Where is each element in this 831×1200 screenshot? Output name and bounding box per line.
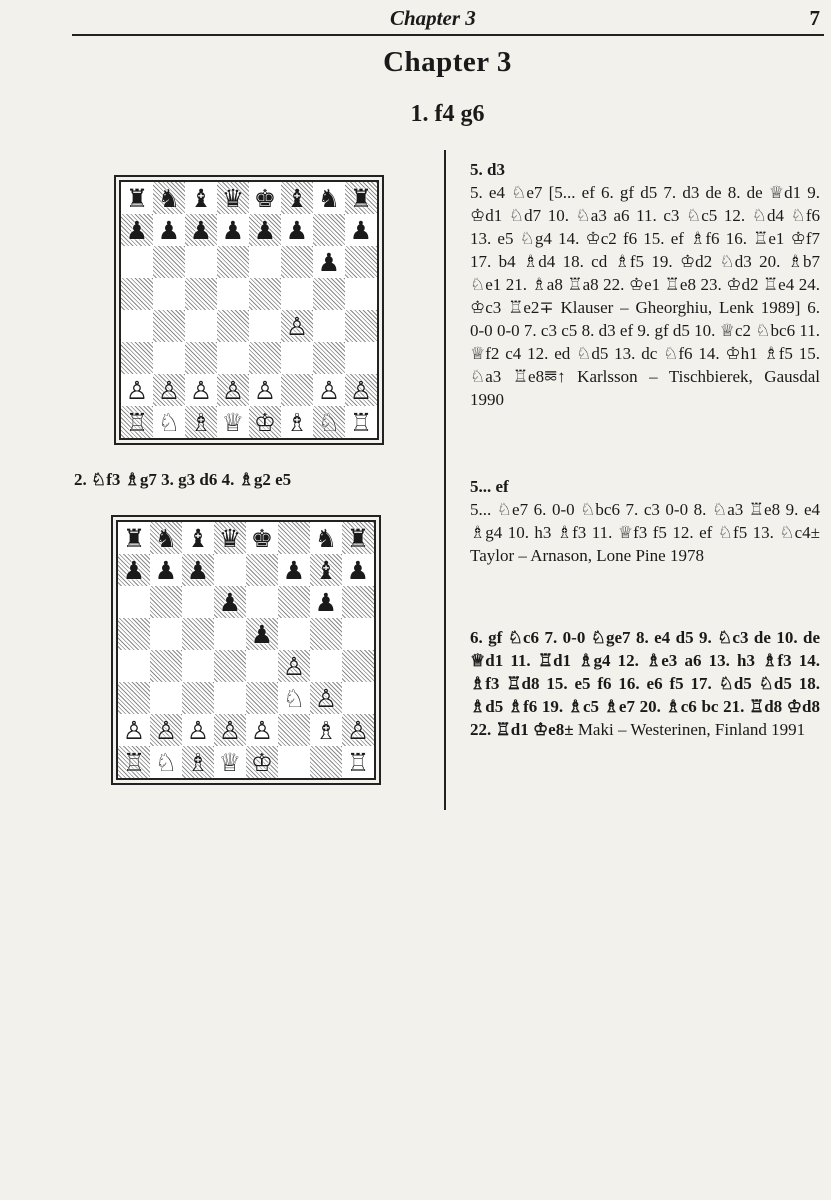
board-square xyxy=(150,650,182,682)
chess-piece: ♙ xyxy=(282,651,306,681)
board-square xyxy=(214,522,246,554)
chess-piece: ♟ xyxy=(314,587,338,617)
chess-piece: ♟ xyxy=(285,215,309,245)
board-square xyxy=(217,246,249,278)
opening-title: 1. f4 g6 xyxy=(410,101,485,127)
board-square xyxy=(310,714,342,746)
chess-piece: ♜ xyxy=(346,523,370,553)
board-square xyxy=(345,214,377,246)
board-square xyxy=(345,278,377,310)
chess-piece: ♗ xyxy=(186,747,210,777)
board-square xyxy=(118,682,150,714)
chapter-title: Chapter 3 xyxy=(383,46,512,78)
chess-piece: ♟ xyxy=(346,555,370,585)
board-square xyxy=(118,714,150,746)
board-square xyxy=(249,406,281,438)
board-square xyxy=(185,214,217,246)
board-square xyxy=(246,618,278,650)
board-square xyxy=(150,586,182,618)
board-square xyxy=(342,650,374,682)
chess-piece: ♟ xyxy=(157,215,181,245)
board-square xyxy=(153,246,185,278)
chess-piece: ♛ xyxy=(218,523,242,553)
chess-piece: ♟ xyxy=(253,215,277,245)
board-square xyxy=(182,618,214,650)
board-square xyxy=(313,246,345,278)
chess-piece: ♙ xyxy=(349,375,373,405)
running-head-rule xyxy=(72,34,824,36)
chess-piece: ♗ xyxy=(285,407,309,437)
board-square xyxy=(150,554,182,586)
board-square xyxy=(182,586,214,618)
board-square xyxy=(249,214,281,246)
chess-piece: ♙ xyxy=(285,311,309,341)
board-square xyxy=(185,182,217,214)
chess-piece: ♔ xyxy=(250,747,274,777)
board-square xyxy=(345,310,377,342)
board-square xyxy=(246,586,278,618)
board-square xyxy=(153,374,185,406)
chess-piece: ♟ xyxy=(218,587,242,617)
chess-piece: ♝ xyxy=(189,183,213,213)
left-column-moves: 2. ♘f3 ♗g7 3. g3 d6 4. ♗g2 e5 xyxy=(74,470,292,489)
chess-piece: ♟ xyxy=(186,555,210,585)
board-square xyxy=(214,746,246,778)
chess-piece: ♙ xyxy=(346,715,370,745)
board-square xyxy=(345,342,377,374)
board-square xyxy=(313,310,345,342)
board-square xyxy=(345,406,377,438)
board-square xyxy=(121,182,153,214)
board-square xyxy=(249,278,281,310)
board-square xyxy=(118,586,150,618)
board-square xyxy=(118,522,150,554)
board-square xyxy=(150,746,182,778)
board-square xyxy=(217,374,249,406)
chess-piece: ♙ xyxy=(122,715,146,745)
board-square xyxy=(217,406,249,438)
board-square xyxy=(246,650,278,682)
chess-piece: ♙ xyxy=(157,375,181,405)
chess-piece: ♙ xyxy=(154,715,178,745)
board-square xyxy=(249,246,281,278)
block-3-moves: 6. gf ♘c6 7. 0-0 ♘ge7 8. e4 d5 9. ♘c3 de 10. de ♕d1 11. ♖d1 ♗g4 12. ♗e3 a6 13. h3 ♗f3 14. ♗f3 ♖d8 15. e5 f6 16. e6 f5 17. ♘d5 ♘d5 18. ♗d5 ♗f6 19. ♗c5 ♗e7 20. ♗c6 bc 21. ♖d8 ♔d8 22. ♖d1 ♔e8± xyxy=(470,628,820,739)
chess-piece: ♟ xyxy=(122,555,146,585)
board-square xyxy=(310,650,342,682)
chess-diagram-1 xyxy=(119,180,379,440)
chess-piece: ♟ xyxy=(282,555,306,585)
board-square xyxy=(121,342,153,374)
board-square xyxy=(278,586,310,618)
board-square xyxy=(182,554,214,586)
board-square xyxy=(278,650,310,682)
chess-piece: ♖ xyxy=(349,407,373,437)
board-square xyxy=(310,746,342,778)
chess-piece: ♞ xyxy=(157,183,181,213)
board-square xyxy=(342,682,374,714)
chess-piece: ♚ xyxy=(250,523,274,553)
board-square xyxy=(310,586,342,618)
board-square xyxy=(182,682,214,714)
block-1-heading: 5. d3 xyxy=(470,160,505,179)
board-square xyxy=(214,586,246,618)
board-square xyxy=(121,406,153,438)
board-square xyxy=(278,714,310,746)
board-square xyxy=(281,246,313,278)
board-square xyxy=(342,714,374,746)
board-square xyxy=(153,310,185,342)
board-square xyxy=(121,374,153,406)
chess-piece: ♟ xyxy=(125,215,149,245)
chess-piece: ♙ xyxy=(314,683,338,713)
block-1-text: 5. e4 ♘e7 [5... ef 6. gf d5 7. d3 de 8. de ♕d1 9. ♔d1 ♘d7 10. ♘a3 a6 11. c3 ♘c5 12. ♘d4 ♘f6 13. e5 ♘g4 14. ♔c2 f6 15. ef ♗f6 16. ♖e1 ♔f7 17. b4 ♗d4 18. cd ♗f5 19. ♔d2 ♘d3 20. ♗b7 ♘e1 21. ♗a8 ♖a8 22. ♔e1 ♖e8 23. ♔d2 ♖e4 24. ♔c3 ♖e2∓ Klauser – Gheorghiu, Lenk 1989] 6. 0-0 0-0 7. c3 c5 8. d3 ef 9. gf d5 10. ♕c2 ♘bc6 11. ♕f2 c4 12. ed ♘d5 13. dc ♘f6 14. ♔h1 ♗f5 15. ♘a3 ♖e8⯹↑ Karlsson – Tischbierek, Gausdal 1990 xyxy=(470,183,820,409)
chess-piece: ♔ xyxy=(253,407,277,437)
board-square xyxy=(118,618,150,650)
chess-piece: ♕ xyxy=(218,747,242,777)
board-square xyxy=(310,682,342,714)
board-square xyxy=(182,746,214,778)
board-square xyxy=(150,714,182,746)
chess-piece: ♟ xyxy=(189,215,213,245)
annotation-block-3 xyxy=(470,626,820,741)
chess-piece: ♜ xyxy=(349,183,373,213)
board-square xyxy=(342,522,374,554)
chess-piece: ♙ xyxy=(125,375,149,405)
board-square xyxy=(150,682,182,714)
board-square xyxy=(278,554,310,586)
board-square xyxy=(313,278,345,310)
board-square xyxy=(118,554,150,586)
board-square xyxy=(185,406,217,438)
board-square xyxy=(246,522,278,554)
annotation-block-2 xyxy=(470,475,820,567)
board-square xyxy=(118,650,150,682)
chess-piece: ♝ xyxy=(314,555,338,585)
chess-piece: ♘ xyxy=(154,747,178,777)
board-square xyxy=(121,278,153,310)
chess-piece: ♟ xyxy=(221,215,245,245)
chess-piece: ♝ xyxy=(285,183,309,213)
block-3-source: Maki – Westerinen, Finland 1991 xyxy=(577,720,806,739)
board-square xyxy=(342,618,374,650)
board-square xyxy=(278,522,310,554)
board-square xyxy=(278,618,310,650)
board-square xyxy=(313,182,345,214)
board-square xyxy=(150,522,182,554)
board-square xyxy=(214,650,246,682)
block-2-heading: 5... ef xyxy=(470,477,509,496)
board-square xyxy=(214,618,246,650)
board-square xyxy=(281,406,313,438)
board-square xyxy=(246,554,278,586)
board-square xyxy=(313,214,345,246)
board-square xyxy=(281,214,313,246)
board-square xyxy=(313,406,345,438)
chess-piece: ♙ xyxy=(218,715,242,745)
board-square xyxy=(214,682,246,714)
chess-piece: ♘ xyxy=(157,407,181,437)
board-square xyxy=(217,182,249,214)
chess-piece: ♙ xyxy=(221,375,245,405)
board-square xyxy=(214,714,246,746)
chess-piece: ♞ xyxy=(317,183,341,213)
board-square xyxy=(345,182,377,214)
board-square xyxy=(278,682,310,714)
board-square xyxy=(182,714,214,746)
chess-piece: ♖ xyxy=(122,747,146,777)
chess-piece: ♟ xyxy=(317,247,341,277)
board-square xyxy=(281,278,313,310)
board-square xyxy=(249,182,281,214)
board-square xyxy=(121,214,153,246)
board-square xyxy=(281,182,313,214)
board-square xyxy=(313,374,345,406)
chess-piece: ♙ xyxy=(189,375,213,405)
board-square xyxy=(150,618,182,650)
chess-piece: ♚ xyxy=(253,183,277,213)
running-head-title: Chapter 3 xyxy=(390,6,476,30)
chess-piece: ♗ xyxy=(189,407,213,437)
board-square xyxy=(185,246,217,278)
board-square xyxy=(246,714,278,746)
chess-piece: ♟ xyxy=(250,619,274,649)
board-square xyxy=(281,374,313,406)
chess-piece: ♞ xyxy=(314,523,338,553)
board-square xyxy=(185,374,217,406)
board-square xyxy=(153,278,185,310)
board-square xyxy=(185,310,217,342)
board-square xyxy=(153,182,185,214)
board-square xyxy=(153,406,185,438)
column-divider xyxy=(444,150,446,810)
board-square xyxy=(342,554,374,586)
board-square xyxy=(217,214,249,246)
board-square xyxy=(249,342,281,374)
chess-piece: ♜ xyxy=(122,523,146,553)
chess-piece: ♘ xyxy=(317,407,341,437)
chess-piece: ♗ xyxy=(314,715,338,745)
chess-piece: ♕ xyxy=(221,407,245,437)
chess-piece: ♝ xyxy=(186,523,210,553)
chess-piece: ♟ xyxy=(154,555,178,585)
chess-piece: ♛ xyxy=(221,183,245,213)
board-square xyxy=(281,342,313,374)
board-square xyxy=(281,310,313,342)
board-square xyxy=(278,746,310,778)
chess-piece: ♞ xyxy=(154,523,178,553)
annotation-block-1 xyxy=(470,158,820,411)
block-2-text: 5... ♘e7 6. 0-0 ♘bc6 7. c3 0-0 8. ♘a3 ♖e8 9. e4 ♗g4 10. h3 ♗f3 11. ♕f3 f5 12. ef ♘f5 13. ♘c4± Taylor – Arnason, Lone Pine 1978 xyxy=(470,500,820,565)
board-square xyxy=(217,310,249,342)
board-square xyxy=(153,214,185,246)
board-square xyxy=(182,650,214,682)
chess-piece: ♖ xyxy=(346,747,370,777)
board-square xyxy=(121,246,153,278)
board-square xyxy=(182,522,214,554)
chess-piece: ♜ xyxy=(125,183,149,213)
board-square xyxy=(217,342,249,374)
chess-piece: ♖ xyxy=(125,407,149,437)
board-square xyxy=(342,746,374,778)
board-square xyxy=(153,342,185,374)
chess-piece: ♙ xyxy=(250,715,274,745)
page-number: 7 xyxy=(809,6,820,30)
chess-piece: ♙ xyxy=(253,375,277,405)
board-square xyxy=(249,310,281,342)
board-square xyxy=(310,554,342,586)
board-square xyxy=(185,342,217,374)
board-square xyxy=(121,310,153,342)
chess-piece: ♙ xyxy=(317,375,341,405)
chess-piece: ♘ xyxy=(282,683,306,713)
board-square xyxy=(217,278,249,310)
board-square xyxy=(246,682,278,714)
running-head xyxy=(72,6,824,34)
chess-piece: ♙ xyxy=(186,715,210,745)
chess-piece: ♟ xyxy=(349,215,373,245)
board-square xyxy=(345,246,377,278)
board-square xyxy=(345,374,377,406)
board-square xyxy=(185,278,217,310)
chess-diagram-2 xyxy=(116,520,376,780)
board-square xyxy=(214,554,246,586)
board-square xyxy=(310,522,342,554)
board-square xyxy=(342,586,374,618)
board-square xyxy=(310,618,342,650)
board-square xyxy=(118,746,150,778)
board-square xyxy=(313,342,345,374)
board-square xyxy=(246,746,278,778)
board-square xyxy=(249,374,281,406)
